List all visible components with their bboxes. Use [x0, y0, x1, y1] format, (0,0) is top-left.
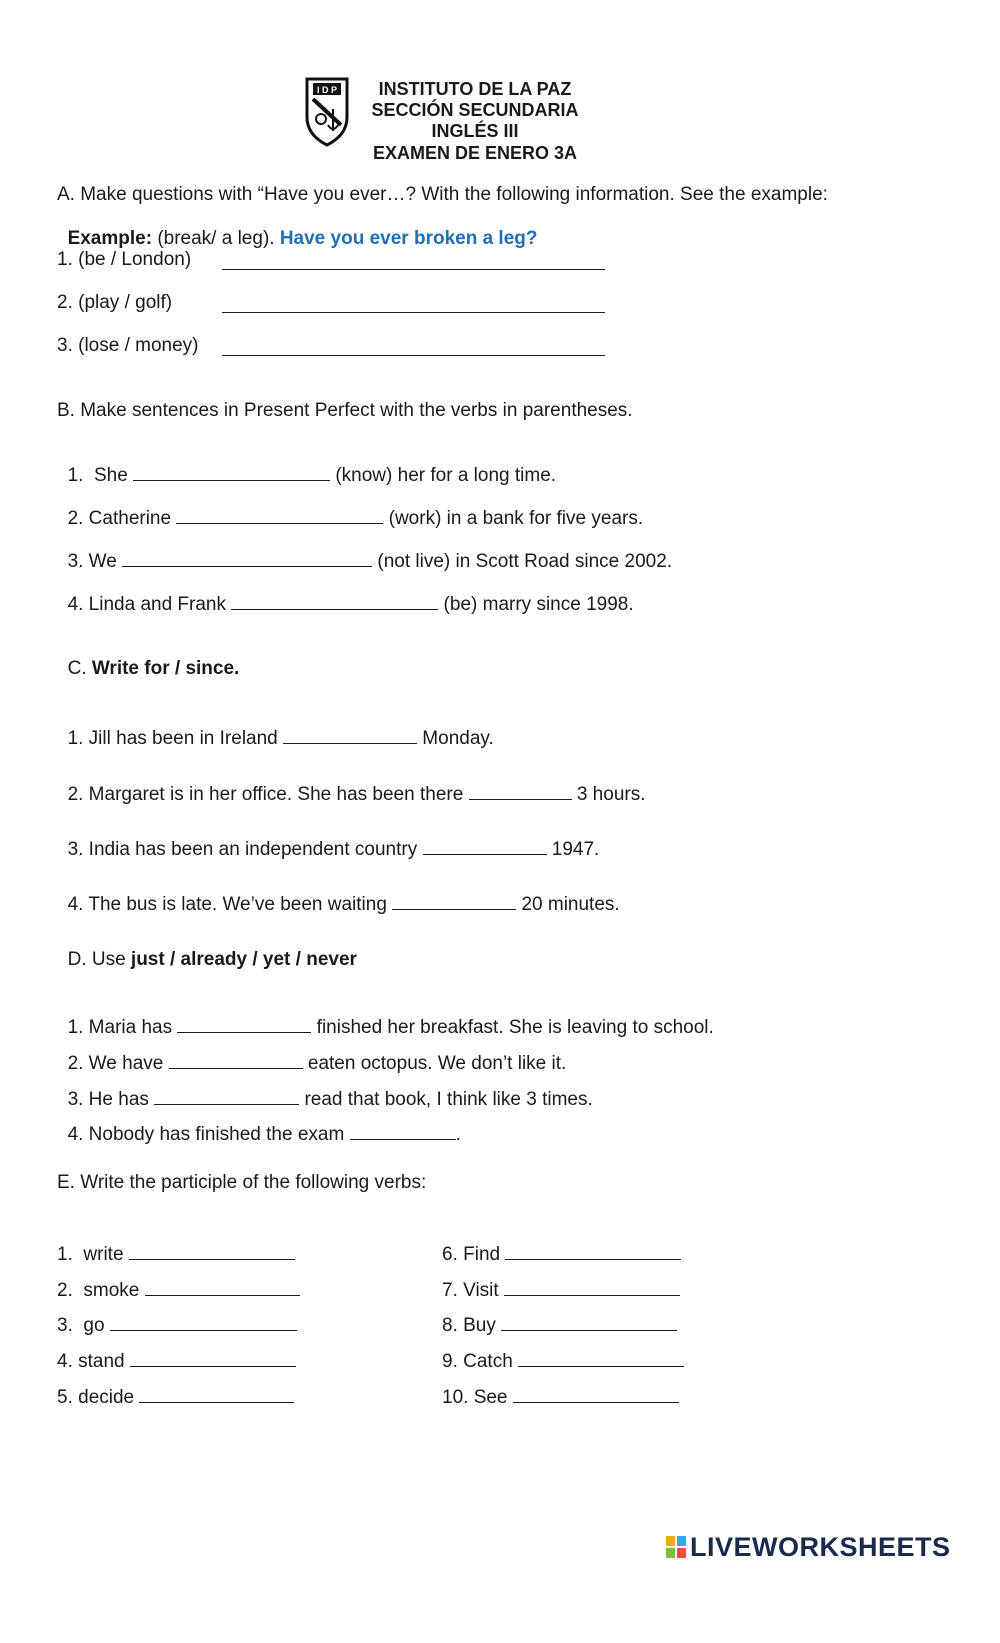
- verb-label: 1. write: [57, 1244, 129, 1265]
- section-c-title: Write for / since.: [91, 658, 240, 679]
- section-b-instruction: B. Make sentences in Present Perfect with the verbs in parentheses.: [57, 400, 633, 421]
- answer-blank-b2[interactable]: [176, 507, 383, 524]
- item-text: .: [455, 1124, 461, 1145]
- answer-blank-c1[interactable]: [283, 727, 417, 744]
- participle-item: [442, 1350, 684, 1373]
- participle-item: [442, 1314, 677, 1337]
- section-b-item: [57, 571, 634, 616]
- verb-label: 6. Find: [442, 1244, 506, 1265]
- verb-label: 3. go: [57, 1315, 110, 1336]
- section-d-instruction: [57, 927, 357, 971]
- answer-blank-c2[interactable]: [469, 783, 572, 800]
- svg-text:I D P: I D P: [316, 85, 338, 95]
- section-b-item: [57, 442, 556, 487]
- section-d-title: just / already / yet / never: [130, 949, 357, 970]
- answer-blank-e9[interactable]: [518, 1350, 684, 1367]
- section-c-item: [57, 816, 599, 861]
- section-b-item: [57, 485, 643, 530]
- verb-label: 4. stand: [57, 1351, 130, 1372]
- item-text: 2. Margaret is in her office. She has been there: [67, 784, 469, 805]
- verb-label: 9. Catch: [442, 1351, 519, 1372]
- item-text: 4. Nobody has finished the exam: [67, 1124, 350, 1145]
- section-c-item: [57, 705, 494, 750]
- answer-blank-a1[interactable]: [222, 251, 605, 270]
- exam-title: EXAMEN DE ENERO 3A: [372, 143, 578, 163]
- item-text: (not live) in Scott Road since 2002.: [372, 551, 673, 572]
- liveworksheets-logo[interactable]: [665, 1530, 955, 1564]
- item-text: 1. She: [67, 465, 134, 486]
- item-text: eaten octopus. We don’t like it.: [302, 1053, 567, 1074]
- participle-item: [57, 1243, 295, 1266]
- answer-blank-e3[interactable]: [110, 1314, 297, 1331]
- section-a-item: 3. (lose / money): [57, 335, 199, 356]
- item-text: 20 minutes.: [516, 894, 620, 915]
- answer-blank-e2[interactable]: [145, 1279, 300, 1296]
- item-text: 1947.: [546, 839, 600, 860]
- section-b-item: [57, 528, 672, 573]
- section-c-item: [57, 871, 620, 916]
- section-a-instruction: A. Make questions with “Have you ever…? With the following information. See the example:: [57, 184, 828, 205]
- section-name: SECCIÓN SECUNDARIA: [371, 100, 579, 120]
- item-text: 3. He has: [67, 1089, 155, 1110]
- item-text: 2. Catherine: [67, 508, 177, 529]
- participle-item: [442, 1243, 681, 1266]
- school-name: INSTITUTO DE LA PAZ: [378, 79, 572, 99]
- section-c-instruction: [57, 636, 239, 680]
- section-c-prefix: C.: [67, 658, 92, 679]
- example-label: Example:: [67, 228, 153, 249]
- participle-item: [57, 1279, 300, 1302]
- item-text: 1. Maria has: [67, 1017, 178, 1038]
- verb-label: 8. Buy: [442, 1315, 502, 1336]
- answer-blank-c4[interactable]: [392, 893, 516, 910]
- answer-blank-a2[interactable]: [222, 294, 605, 313]
- answer-blank-e1[interactable]: [129, 1243, 295, 1260]
- answer-blank-c3[interactable]: [423, 838, 547, 855]
- item-text: 3 hours.: [571, 784, 646, 805]
- participle-item: [442, 1279, 680, 1302]
- item-text: 3. We: [67, 551, 123, 572]
- section-a-example: [57, 206, 538, 250]
- example-prompt: (break/ a leg).: [152, 228, 280, 249]
- answer-blank-b3[interactable]: [122, 550, 372, 567]
- liveworksheets-icon: [665, 1535, 687, 1559]
- participle-item: [57, 1386, 294, 1409]
- verb-label: 5. decide: [57, 1387, 140, 1408]
- answer-blank-b4[interactable]: [231, 593, 438, 610]
- answer-blank-e10[interactable]: [513, 1386, 679, 1403]
- verb-label: 10. See: [442, 1387, 513, 1408]
- example-answer: Have you ever broken a leg?: [279, 228, 538, 249]
- item-text: 2. We have: [67, 1053, 169, 1074]
- answer-blank-e5[interactable]: [139, 1386, 294, 1403]
- answer-blank-a3[interactable]: [222, 337, 605, 356]
- item-text: 1. Jill has been in Ireland: [67, 728, 284, 749]
- section-a-item: 1. (be / London): [57, 249, 192, 270]
- answer-blank-e7[interactable]: [504, 1279, 680, 1296]
- verb-label: 2. smoke: [57, 1280, 145, 1301]
- liveworksheets-wordmark: LIVEWORKSHEETS: [690, 1531, 951, 1562]
- item-text: Monday.: [417, 728, 494, 749]
- section-d-prefix: D. Use: [67, 949, 131, 970]
- item-text: (be) marry since 1998.: [438, 594, 634, 615]
- item-text: read that book, I think like 3 times.: [299, 1089, 593, 1110]
- answer-blank-b1[interactable]: [133, 464, 330, 481]
- answer-blank-e4[interactable]: [130, 1350, 296, 1367]
- answer-blank-e6[interactable]: [505, 1243, 681, 1260]
- item-text: (work) in a bank for five years.: [383, 508, 644, 529]
- participle-item: [57, 1314, 297, 1337]
- item-text: 4. Linda and Frank: [67, 594, 232, 615]
- item-text: 4. The bus is late. We’ve been waiting: [67, 894, 393, 915]
- section-c-item: [57, 761, 646, 806]
- item-text: 3. India has been an independent country: [67, 839, 423, 860]
- verb-label: 7. Visit: [442, 1280, 504, 1301]
- item-text: finished her breakfast. She is leaving to school.: [311, 1017, 714, 1038]
- participle-item: [442, 1386, 679, 1409]
- subject-name: INGLÉS III: [431, 121, 519, 141]
- section-a-item: 2. (play / golf): [57, 292, 173, 313]
- item-text: (know) her for a long time.: [330, 465, 557, 486]
- participle-item: [57, 1350, 296, 1373]
- section-e-instruction: E. Write the participle of the following verbs:: [57, 1172, 427, 1193]
- answer-blank-d4[interactable]: [350, 1123, 456, 1140]
- section-d-item: [57, 1101, 461, 1146]
- answer-blank-e8[interactable]: [501, 1314, 677, 1331]
